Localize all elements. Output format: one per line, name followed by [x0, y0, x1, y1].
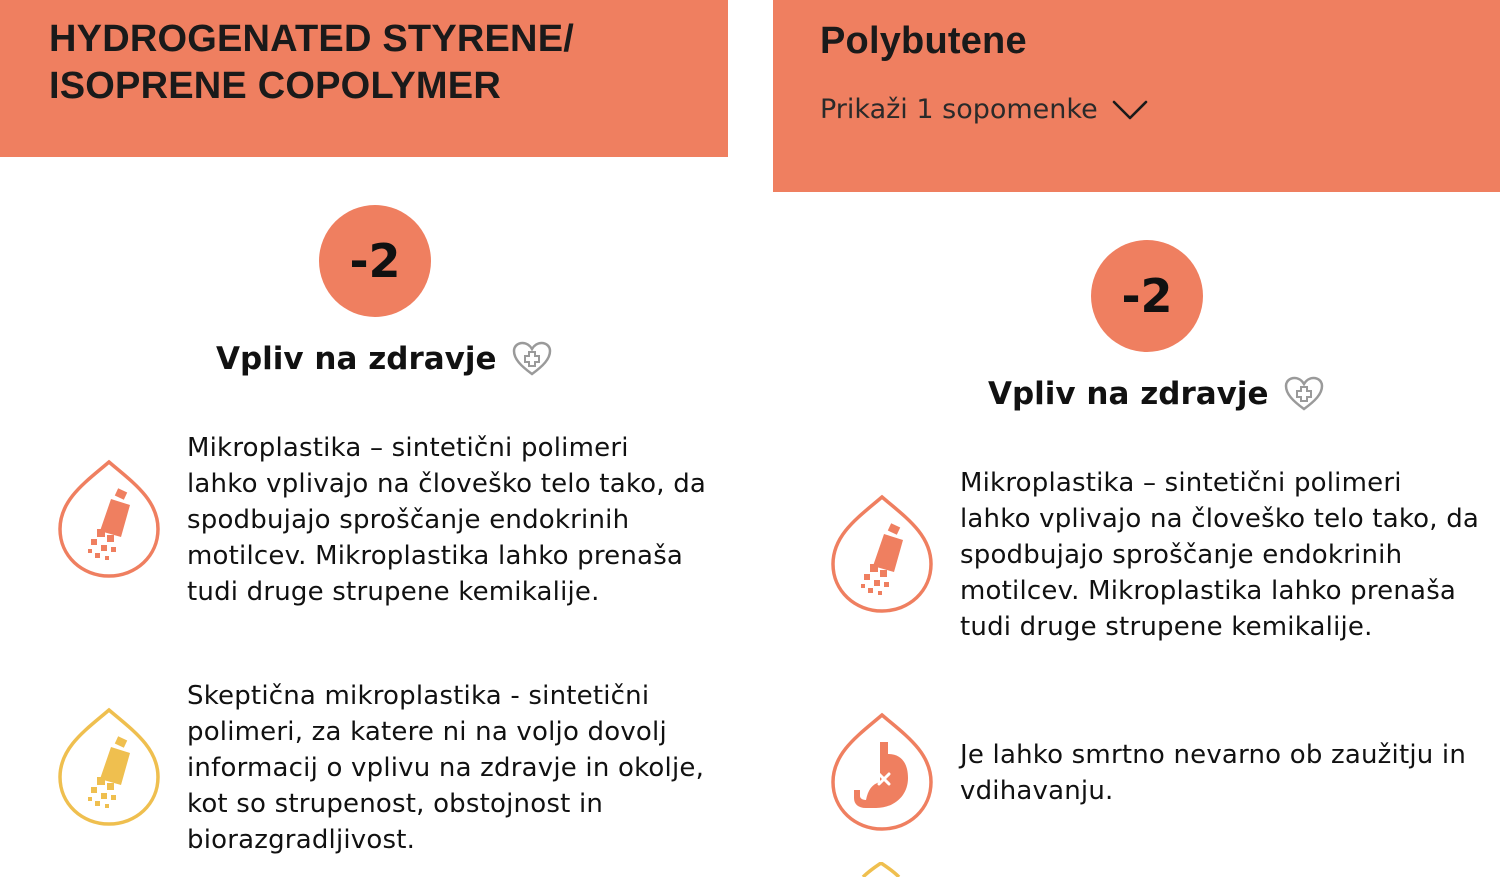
warning-drop-icon: [861, 862, 901, 877]
list-item: [55, 678, 707, 858]
title-line-2: ISOPRENE COPOLYMER: [49, 65, 501, 107]
ingredient-card-polybutene: [773, 0, 1500, 877]
list-item: [828, 465, 1480, 645]
card-header: [773, 0, 1500, 192]
health-score-badge: -2: [1091, 240, 1203, 352]
show-synonyms-toggle[interactable]: [820, 94, 1500, 125]
show-synonyms-label: Prikaži 1 sopomenke: [820, 94, 1098, 125]
microplastic-drop-yellow-icon: [55, 707, 163, 829]
card-header: [0, 0, 728, 157]
item-description: Mikroplastika – sintetični polimeri lahko vplivajo na človeško telo tako, da spodbujajo sproščanje endokrinih motilcev. Mikroplastika lahko prenaša tudi druge strupene kemikalije.: [187, 433, 707, 607]
item-description: Skeptična mikroplastika - sintetični polimeri, za katere ni na voljo dovolj informacij o vplivu na zdravje in okolje, kot so strupenost, obstojnost in biorazgradljivost.: [187, 681, 705, 855]
health-score-badge: -2: [319, 205, 431, 317]
microplastic-drop-icon: [55, 459, 163, 581]
health-impact-heading: [216, 340, 553, 378]
ingredient-title: [49, 16, 728, 110]
heart-plus-icon: [511, 340, 553, 378]
ingredient-title: Polybutene: [820, 20, 1027, 62]
health-impact-heading: [988, 375, 1325, 413]
list-item: [55, 430, 707, 610]
chevron-down-icon: [1112, 99, 1148, 121]
stomach-drop-icon: [828, 712, 936, 834]
list-item: [828, 712, 1480, 834]
health-impact-label: Vpliv na zdravje: [988, 376, 1269, 412]
heart-plus-icon: [1283, 375, 1325, 413]
item-description: Je lahko smrtno nevarno ob zaužitju in vdihavanju.: [960, 740, 1467, 806]
microplastic-drop-icon: [828, 494, 936, 616]
item-description: Mikroplastika – sintetični polimeri lahko vplivajo na človeško telo tako, da spodbujajo sproščanje endokrinih motilcev. Mikroplastika lahko prenaša tudi druge strupene kemikalije.: [960, 468, 1480, 642]
title-line-1: HYDROGENATED STYRENE/: [49, 18, 574, 60]
health-impact-label: Vpliv na zdravje: [216, 341, 497, 377]
ingredient-card-hydrogenated-styrene: [0, 0, 728, 877]
